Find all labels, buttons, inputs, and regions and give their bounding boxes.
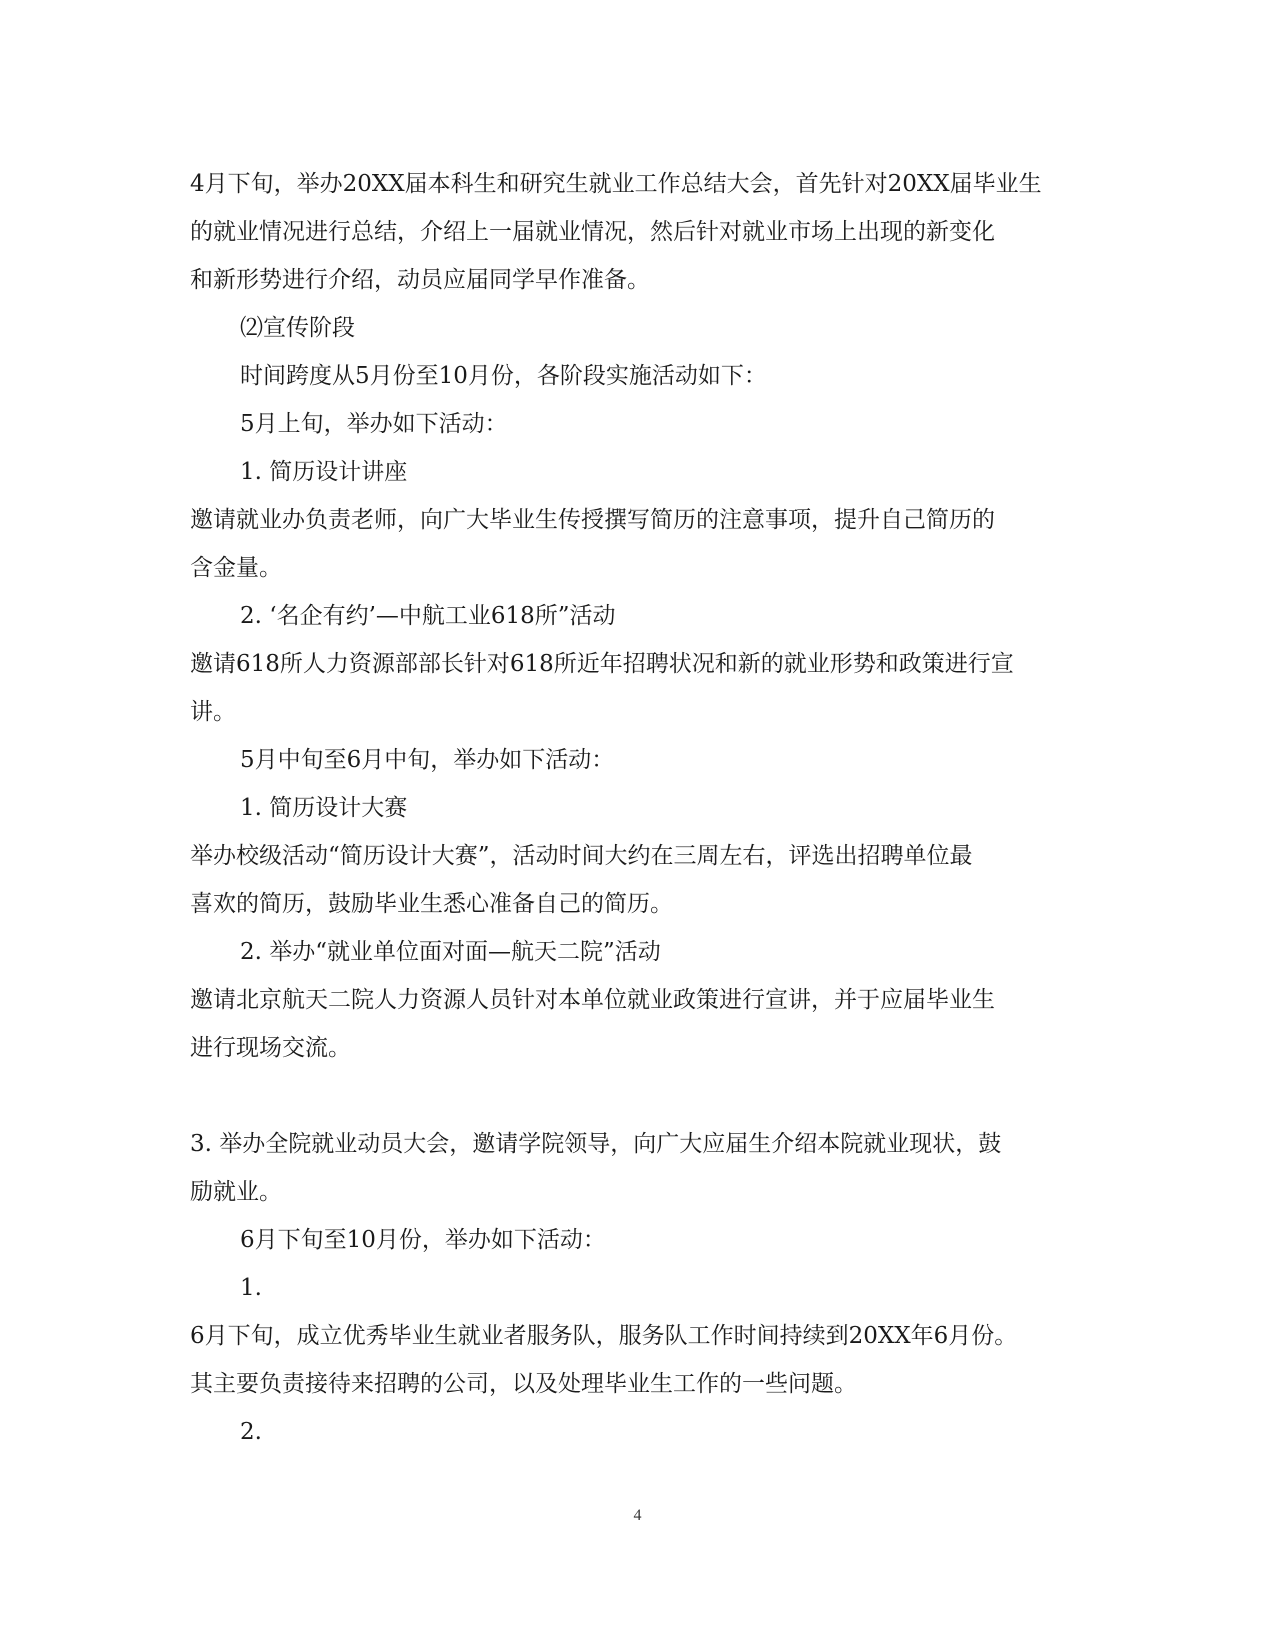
paragraph-line: 5月上旬，举办如下活动： [240,411,508,437]
paragraph-line: 的就业情况进行总结，介绍上一届就业情况，然后针对就业市场上出现的新变化 [190,219,995,245]
paragraph-line: 进行现场交流。 [190,1035,351,1061]
list-item: 2. [240,1419,262,1445]
paragraph-line: 6月下旬至10月份，举办如下活动： [240,1227,606,1253]
section-heading: ⑵宣传阶段 [240,315,355,341]
paragraph-line: 含金量。 [190,555,282,581]
list-item: 1. 简历设计大赛 [240,795,408,821]
paragraph-line: 3. 举办全院就业动员大会，邀请学院领导，向广大应届生介绍本院就业现状，鼓 [190,1131,1002,1157]
page-number: 4 [633,1507,642,1524]
list-item: 1. [240,1275,262,1301]
paragraph-line: 喜欢的简历，鼓励毕业生悉心准备自己的简历。 [190,891,673,917]
list-item: 2. 举办“就业单位面对面—航天二院”活动 [240,939,661,965]
paragraph-line: 励就业。 [190,1179,282,1205]
paragraph-line: 邀请618所人力资源部部长针对618所近年招聘状况和新的就业形势和政策进行宣 [190,651,1014,677]
paragraph-line: 举办校级活动“简历设计大赛”，活动时间大约在三周左右，评选出招聘单位最 [190,843,973,869]
paragraph-line: 和新形势进行介绍，动员应届同学早作准备。 [190,267,650,293]
blank-line [190,1072,1070,1120]
paragraph-line: 6月下旬，成立优秀毕业生就业者服务队，服务队工作时间持续到20XX年6月份。 [190,1323,1018,1349]
paragraph-line: 邀请就业办负责老师，向广大毕业生传授撰写简历的注意事项，提升自己简历的 [190,507,995,533]
paragraph-line: 邀请北京航天二院人力资源人员针对本单位就业政策进行宣讲，并于应届毕业生 [190,987,995,1013]
paragraph-line: 其主要负责接待来招聘的公司，以及处理毕业生工作的一些问题。 [190,1371,857,1397]
list-item: 2. ‘名企有约’—中航工业618所”活动 [240,603,616,629]
paragraph-line: 时间跨度从5月份至10月份，各阶段实施活动如下： [240,363,767,389]
paragraph-line: 讲。 [190,699,236,725]
document-body [190,160,1070,1456]
paragraph-line: 4月下旬，举办20XX届本科生和研究生就业工作总结大会，首先针对20XX届毕业生 [190,171,1042,197]
paragraph-line: 5月中旬至6月中旬，举办如下活动： [240,747,615,773]
list-item: 1. 简历设计讲座 [240,459,408,485]
